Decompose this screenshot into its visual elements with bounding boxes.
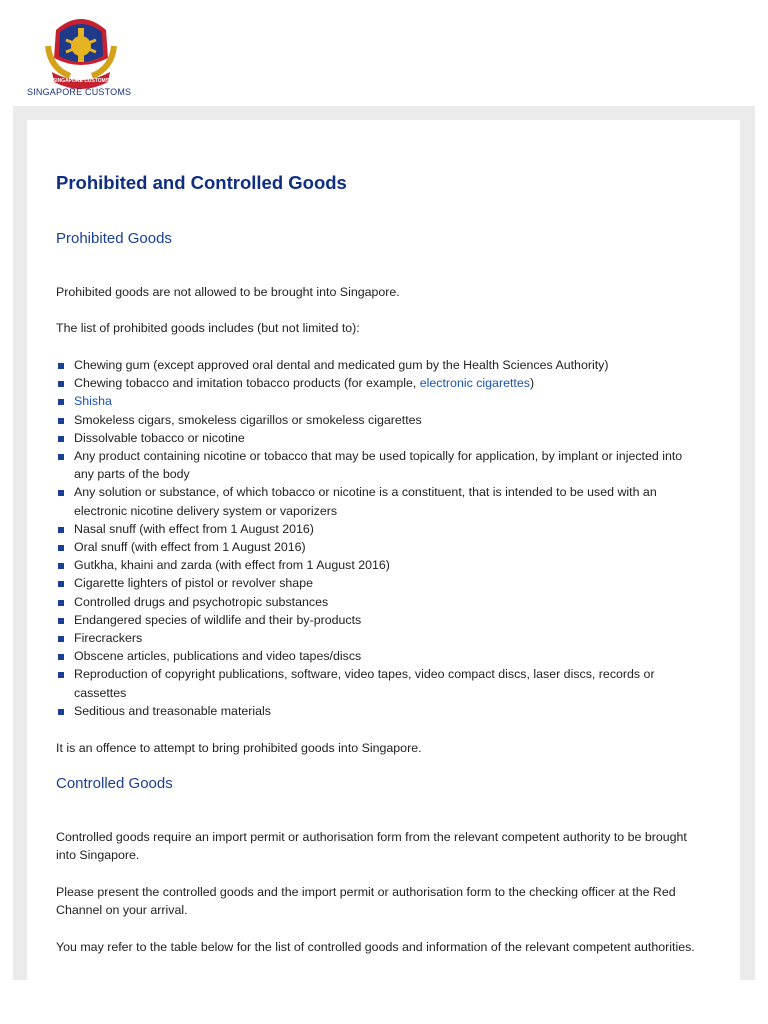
square-bullet-icon [58,618,64,624]
list-item-text: Any product containing nicotine or tobacco that may be used topically for application, by implant or injected into any parts of the body [74,449,683,482]
square-bullet-icon [58,709,64,715]
square-bullet-icon [58,636,64,642]
list-item-text: Chewing gum (except approved oral dental and medicated gum by the Health Sciences Authority) [74,358,609,372]
square-bullet-icon [58,654,64,660]
square-bullet-icon [58,527,64,533]
list-item [56,392,696,410]
square-bullet-icon [58,581,64,587]
prohibited-offence-text: It is an offence to attempt to bring prohibited goods into Singapore. [56,741,422,755]
list-item [56,665,696,701]
list-item [56,447,696,483]
prohibited-goods-list [56,356,696,720]
page-title: Prohibited and Controlled Goods [56,172,347,193]
controlled-goods-heading: Controlled Goods [56,775,173,792]
list-item-text: Controlled drugs and psychotropic substances [74,594,329,609]
list-item [56,483,696,519]
list-item-text: Chewing tobacco and imitation tobacco products (for example, [74,376,420,391]
list-item-text: Nasal snuff (with effect from 1 August 2016) [74,521,314,536]
list-item-text: Obscene articles, publications and video tapes/discs [74,649,362,664]
prohibited-goods-heading: Prohibited Goods [56,230,172,247]
list-item-text: Reproduction of copyright publications, software, video tapes, video compact discs, laser discs, records or cassettes [74,667,655,700]
list-item-text: Endangered species of wildlife and their by-products [74,612,362,627]
square-bullet-icon [58,600,64,606]
content-card [27,120,740,1024]
square-bullet-icon [58,545,64,551]
list-item-text: Oral snuff (with effect from 1 August 2016) [74,540,306,555]
list-item-text: Seditious and treasonable materials [74,703,271,718]
list-item [56,429,696,447]
electronic-cigarettes-link[interactable]: electronic cigarettes [419,376,530,391]
controlled-paragraph-1: Controlled goods require an import permit or authorisation form from the relevant competent authority to be brought into Singapore. [56,830,687,863]
list-item-text: Cigarette lighters of pistol or revolver shape [74,576,313,591]
list-item-text-suffix: ) [529,376,535,391]
list-item [56,411,696,429]
prohibited-list-intro: The list of prohibited goods includes (but not limited to): [56,321,360,335]
controlled-paragraph-3: You may refer to the table below for the list of controlled goods and information of the relevant competent authorities. [56,940,695,954]
list-item [56,702,696,720]
square-bullet-icon [58,381,64,387]
shisha-link[interactable]: Shisha [74,394,112,409]
square-bullet-icon [58,399,64,405]
list-item [56,593,696,611]
list-item [56,356,696,374]
square-bullet-icon [58,563,64,569]
list-item-text: Smokeless cigars, smokeless cigarillos or smokeless cigarettes [74,412,422,427]
list-item [56,611,696,629]
list-item [56,538,696,556]
square-bullet-icon [58,672,64,678]
list-item-text: Gutkha, khaini and zarda (with effect from 1 August 2016) [74,558,390,573]
logo-wordmark: SINGAPORE CUSTOMS [27,87,132,97]
square-bullet-icon [58,454,64,460]
list-item [56,556,696,574]
square-bullet-icon [58,436,64,442]
list-item-text: Firecrackers [74,631,143,646]
controlled-paragraph-2: Please present the controlled goods and the import permit or authorisation form to the checking officer at the Red Channel on your arrival. [56,885,676,918]
square-bullet-icon [58,418,64,424]
prohibited-intro: Prohibited goods are not allowed to be brought into Singapore. [56,285,400,299]
square-bullet-icon [58,363,64,369]
list-item [56,647,696,665]
list-item [56,520,696,538]
list-item [56,374,696,392]
site-header [0,0,768,106]
square-bullet-icon [58,490,64,496]
list-item [56,629,696,647]
list-item [56,574,696,592]
logo-ribbon-text: SINGAPORE CUSTOMS [52,78,110,84]
list-item-text: Dissolvable tobacco or nicotine [74,430,245,445]
list-item-text: Any solution or substance, of which tobacco or nicotine is a constituent, that is intended to be used with an electronic nicotine delivery system or vaporizers [74,485,657,518]
